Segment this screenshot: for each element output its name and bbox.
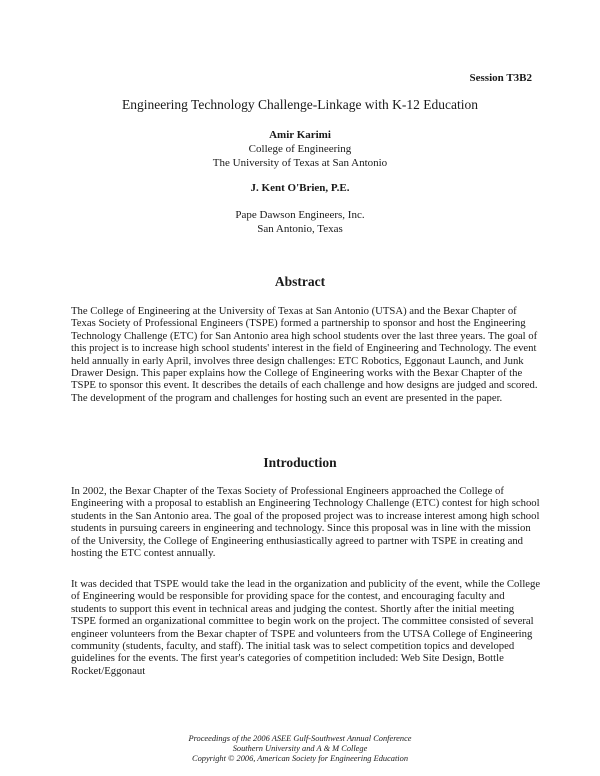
introduction-heading: Introduction — [263, 455, 337, 470]
footer-line: Proceedings of the 2006 ASEE Gulf-Southwest Annual Conference — [188, 734, 412, 743]
abstract-paragraph: The College of Engineering at the University of Texas at San Antonio (UTSA) and the Bexar Chapter of Texas Society of Professional Engineers (TSPE) formed a partnership to sponsor and host the Engineering Technology Challenge (ETC) for San Antonio area high school students over the last three years. The goal of this project is to increase high school students' interest in the field of Engineering and Technology. The event held annually in early April, involves three design challenges: ETC Robotics, Eggonaut Launch, and Junk Drawer Design. This paper explains how the College of Engineering works with the Bexar Chapter of the TSPE to sponsor this event. It describes the details of each challenge and how designs are judged and scored. The development of the program and challenges for hosting such an event are presented in the paper. — [71, 305, 538, 404]
page-footer — [0, 734, 600, 764]
footer-line: Southern University and A & M College — [232, 744, 368, 753]
author-name: J. Kent O'Brien, P.E. — [250, 182, 350, 194]
abstract-heading: Abstract — [274, 274, 326, 289]
author-name: Amir Karimi — [269, 129, 331, 141]
author-block-2 — [0, 181, 600, 236]
session-label: Session T3B2 — [469, 72, 532, 84]
introduction-paragraph: In 2002, the Bexar Chapter of the Texas Society of Professional Engineers approached the College of Engineering with a proposal to establish an Engineering Technology Challenge (ETC) contest for high school students in the San Antonio area. The goal of the proposed project was to increase interest among high school students in pursuing careers in engineering and technology. Since this proposal was in line with the mission of the University, the College of Engineering enthusiastically agreed to partner with TSPE in creating and hosting the ETC contest annually. — [71, 485, 540, 560]
paper-title: Engineering Technology Challenge-Linkage with K-12 Education — [121, 97, 479, 112]
author-affiliation-line: College of Engineering — [248, 143, 352, 155]
author-affiliation-line: Pape Dawson Engineers, Inc. — [235, 209, 365, 221]
introduction-paragraph: It was decided that TSPE would take the lead in the organization and publicity of the event, while the College of Engineering would be responsible for providing space for the contest, and encouraging faculty and students to support this event in technical areas and judging the contest. Shortly after the initial meeting TSPE formed an organizational committee to begin work on the project. The committee consisted of several engineer volunteers from the Bexar chapter of TSPE and volunteers from the UTSA College of Engineering community (students, faculty, and staff). The initial task was to select competition topics and developed guidelines for the events. The first year's categories of competition included: Web Site Design, Bottle Rocket/Eggonaut — [71, 578, 541, 677]
footer-line: Copyright © 2006, American Society for Engineering Education — [191, 754, 409, 763]
author-affiliation-line: The University of Texas at San Antonio — [212, 157, 388, 169]
author-affiliation-line: San Antonio, Texas — [257, 223, 343, 235]
author-block-1 — [0, 128, 600, 170]
